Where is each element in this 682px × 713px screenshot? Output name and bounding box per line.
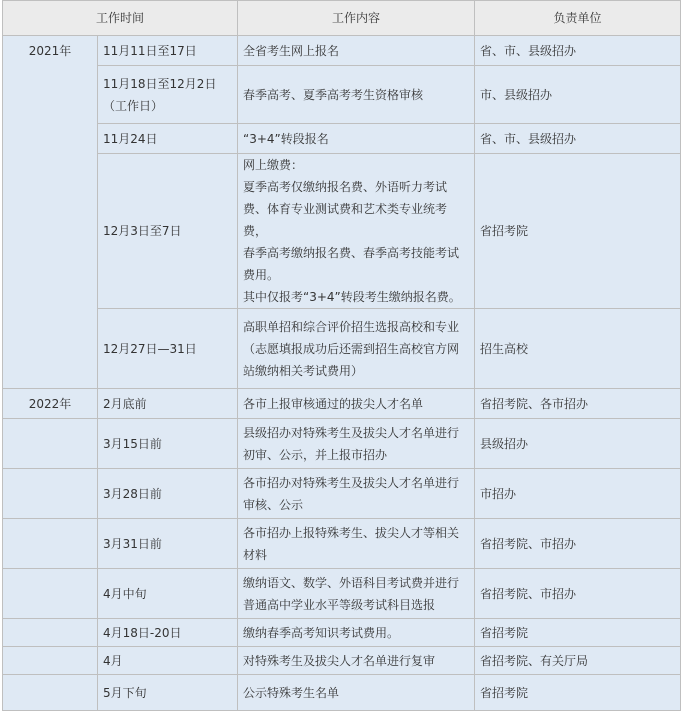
content-line: 缴纳春季高考知识考试费用。 [243,625,400,640]
time-cell: 3月31日前 [98,519,238,569]
content-cell [238,519,475,569]
schedule-table [2,0,681,711]
year-cell-empty [3,469,98,519]
year-cell-empty [3,619,98,647]
content-line: 高职单招和综合评价招生选报高校和专业（志愿填报成功后还需到招生高校官方网站缴纳相关考试费用） [243,319,460,378]
time-cell: 4月中旬 [98,569,238,619]
year-cell-empty [3,569,98,619]
table-row [3,36,681,66]
table-row [3,309,681,389]
content-cell [238,154,475,309]
unit-cell: 省招考院、各市招办 [475,389,681,419]
year-cell-empty [3,675,98,711]
unit-cell: 省招考院 [475,619,681,647]
content-cell [238,66,475,124]
unit-cell: 省招考院 [475,154,681,309]
content-cell [238,419,475,469]
content-line: 夏季高考仅缴纳报名费、外语听力考试费、体育专业测试费和艺术类专业统考费， [243,180,448,238]
content-cell [238,569,475,619]
unit-cell: 省招考院、市招办 [475,519,681,569]
time-cell: 11月18日至12月2日（工作日） [98,66,238,124]
unit-cell: 省、市、县级招办 [475,124,681,154]
table-row [3,647,681,675]
header-row [3,1,681,36]
content-cell [238,124,475,154]
content-line: 全省考生网上报名 [243,43,340,58]
time-cell: 12月3日至7日 [98,154,238,309]
unit-cell: 省、市、县级招办 [475,36,681,66]
content-line: 公示特殊考生名单 [243,685,340,700]
unit-cell: 省招考院、市招办 [475,569,681,619]
content-line: 各市招办对特殊考生及拔尖人才名单进行审核、公示 [243,475,460,512]
time-cell: 5月下旬 [98,675,238,711]
content-line: 春季高考缴纳报名费、春季高考技能考试费用。 [243,246,460,282]
content-line: 春季高考、夏季高考考生资格审核 [243,87,424,102]
header-content: 工作内容 [238,1,475,36]
table-row [3,419,681,469]
unit-cell: 招生高校 [475,309,681,389]
time-cell: 3月28日前 [98,469,238,519]
time-cell: 3月15日前 [98,419,238,469]
table-row [3,389,681,419]
content-cell [238,389,475,419]
year-cell-empty [3,419,98,469]
header-time: 工作时间 [3,1,238,36]
content-line: 其中仅报考“3+4”转段考生缴纳报名费。 [243,290,461,304]
table-row [3,619,681,647]
unit-cell: 县级招办 [475,419,681,469]
time-cell: 4月18日-20日 [98,619,238,647]
unit-cell: 市、县级招办 [475,66,681,124]
year-cell: 2022年 [3,389,98,419]
content-cell [238,647,475,675]
table-row [3,124,681,154]
table-row [3,675,681,711]
time-cell: 11月11日至17日 [98,36,238,66]
unit-cell: 省招考院 [475,675,681,711]
year-cell: 2021年 [3,36,98,389]
year-cell-empty [3,647,98,675]
content-cell [238,469,475,519]
content-line: 对特殊考生及拔尖人才名单进行复审 [243,653,436,668]
table-row [3,569,681,619]
year-cell-empty [3,519,98,569]
table-row [3,154,681,309]
content-line: 缴纳语文、数学、外语科目考试费并进行普通高中学业水平等级考试科目选报 [243,575,460,612]
content-cell [238,675,475,711]
content-cell [238,619,475,647]
content-cell [238,36,475,66]
content-line: “3+4”转段报名 [243,131,329,146]
content-line: 各市招办上报特殊考生、拔尖人才等相关材料 [243,525,460,562]
content-cell [238,309,475,389]
content-line: 网上缴费： [243,158,304,172]
content-line: 各市上报审核通过的拔尖人才名单 [243,396,424,411]
table-row [3,66,681,124]
table-row [3,519,681,569]
unit-cell: 市招办 [475,469,681,519]
header-unit: 负责单位 [475,1,681,36]
time-cell: 4月 [98,647,238,675]
time-cell: 2月底前 [98,389,238,419]
time-cell: 11月24日 [98,124,238,154]
content-line: 县级招办对特殊考生及拔尖人才名单进行初审、公示，并上报市招办 [243,425,460,462]
table-row [3,469,681,519]
unit-cell: 省招考院、有关厅局 [475,647,681,675]
time-cell: 12月27日—31日 [98,309,238,389]
